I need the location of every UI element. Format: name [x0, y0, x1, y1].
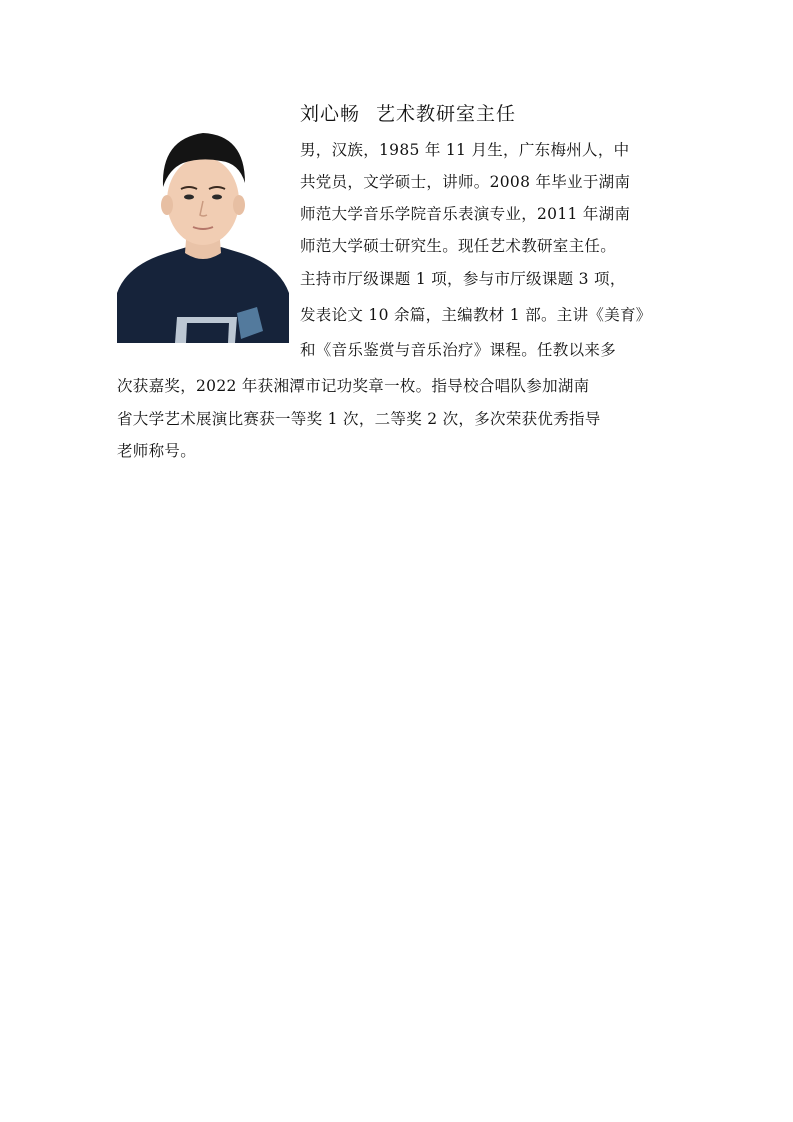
- person-name: 刘心畅: [300, 103, 361, 125]
- bio-line: 共党员，文学硕士，讲师。2008 年毕业于湖南: [300, 173, 631, 191]
- bio-line: 主持市厅级课题 1 项，参与市厅级课题 3 项，: [300, 270, 626, 288]
- portrait-photo: [117, 117, 289, 343]
- bio-line: 老师称号。: [117, 442, 197, 460]
- bio-line: 师范大学硕士研究生。现任艺术教研室主任。: [300, 237, 617, 255]
- bio-line: 省大学艺术展演比赛获一等奖 1 次，二等奖 2 次，多次荣获优秀指导: [117, 410, 601, 428]
- page-title: [300, 100, 516, 128]
- person-position: 艺术教研室主任: [376, 103, 517, 125]
- bio-line: 男，汉族，1985 年 11 月生，广东梅州人，中: [300, 141, 630, 159]
- portrait-photo-icon: [117, 117, 289, 343]
- bio-line: 发表论文 10 余篇，主编教材 1 部。主讲《美育》: [300, 306, 652, 324]
- bio-line: 师范大学音乐学院音乐表演专业，2011 年湖南: [300, 205, 631, 223]
- bio-line: 次获嘉奖，2022 年获湘潭市记功奖章一枚。指导校合唱队参加湖南: [117, 377, 590, 395]
- bio-line: 和《音乐鉴赏与音乐治疗》课程。任教以来多: [300, 341, 617, 359]
